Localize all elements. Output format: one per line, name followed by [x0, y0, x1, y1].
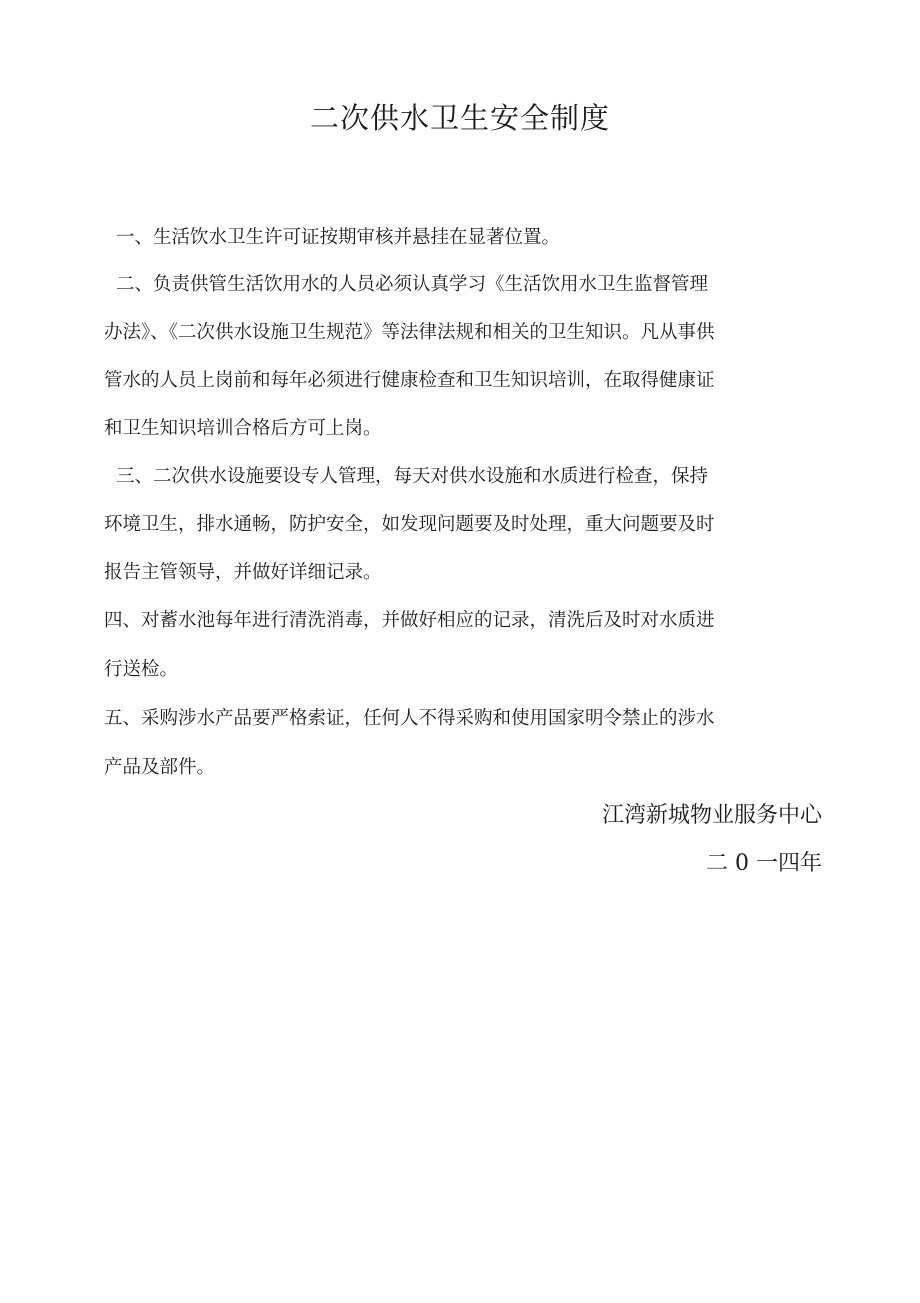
- signature-organization: 江湾新城物业服务中心: [601, 803, 822, 828]
- document-title: 二次供水卫生安全制度: [309, 101, 610, 135]
- rule-3-line-2: 环境卫生，排水通畅，防护安全，如发现问题要及时处理，重大问题要及时: [104, 514, 715, 535]
- rule-4-line-2: 行送检。: [104, 659, 179, 680]
- rule-2-line-3: 管水的人员上岗前和每年必须进行健康检查和卫生知识培训，在取得健康证: [104, 370, 715, 391]
- rule-1-line-1: 一、生活饮水卫生许可证按期审核并悬挂在显著位置。: [116, 227, 561, 248]
- rule-2-line-4: 和卫生知识培训合格后方可上岗。: [104, 418, 382, 439]
- rule-5-line-1: 五、采购涉水产品要严格索证，任何人不得采购和使用国家明令禁止的涉水: [104, 708, 715, 729]
- rule-2-line-1: 二、负责供管生活饮用水的人员必须认真学习《生活饮用水卫生监督管理: [116, 274, 709, 295]
- rule-2-line-2: 办法》、《二次供水设施卫生规范》等法律法规和相关的卫生知识。凡从事供: [104, 322, 715, 343]
- rule-5-line-2: 产品及部件。: [104, 757, 216, 778]
- signature-date: 二 0 一四年: [706, 851, 822, 876]
- rule-3-line-3: 报告主管领导，并做好详细记录。: [104, 562, 382, 583]
- rule-3-line-1: 三、二次供水设施要设专人管理，每天对供水设施和水质进行检查，保持: [116, 466, 709, 487]
- rule-4-line-1: 四、对蓄水池每年进行清洗消毒，并做好相应的记录，清洗后及时对水质进: [104, 610, 715, 631]
